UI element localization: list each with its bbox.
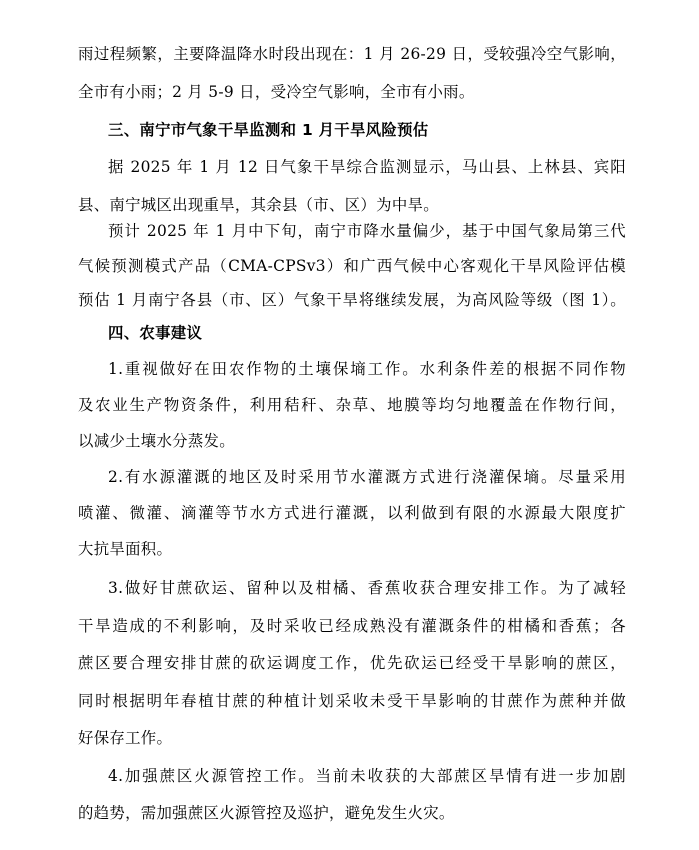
paragraph-line: 3.做好甘蔗砍运、留种以及柑橘、香蕉收获合理安排工作。为了减轻	[108, 579, 626, 597]
paragraph-line: 蔗区要合理安排甘蔗的砍运调度工作，优先砍运已经受干旱影响的蔗区，	[78, 654, 626, 672]
paragraph-line: 喷灌、微灌、滴灌等节水方式进行灌溉，以利做到有限的水源最大限度扩	[78, 504, 626, 522]
paragraph-line: 干旱造成的不利影响，及时采收已经成熟没有灌溉条件的柑橘和香蕉；各	[78, 617, 626, 635]
paragraph-line: 预计 2025 年 1 月中下旬，南宁市降水量偏少，基于中国气象局第三代	[108, 222, 626, 240]
paragraph-line: 预估 1 月南宁各县（市、区）气象干旱将继续发展，为高风险等级（图 1）。	[78, 291, 626, 309]
paragraph-line: 气候预测模式产品（CMA-CPSv3）和广西气候中心客观化干旱风险评估模	[78, 257, 626, 275]
paragraph-line: 同时根据明年春植甘蔗的种植计划采收未受干旱影响的甘蔗作为蔗种并做	[78, 692, 626, 710]
paragraph-line: 1.重视做好在田农作物的土壤保墒工作。水利条件差的根据不同作物	[108, 360, 626, 378]
paragraph-line: 好保存工作。	[78, 729, 173, 747]
paragraph-line: 全市有小雨；2 月 5-9 日，受冷空气影响，全市有小雨。	[78, 83, 475, 101]
paragraph-line: 及农业生产物资条件，利用秸秆、杂草、地膜等均匀地覆盖在作物行间，	[78, 396, 626, 414]
paragraph-line: 4.加强蔗区火源管控工作。当前未收获的大部蔗区旱情有进一步加剧	[108, 767, 626, 785]
section-heading-3: 三、南宁市气象干旱监测和 1 月干旱风险预估	[108, 121, 429, 139]
paragraph-line: 雨过程频繁，主要降温降水时段出现在：1 月 26-29 日，受较强冷空气影响，	[78, 45, 626, 63]
paragraph-line: 大抗旱面积。	[78, 540, 173, 558]
paragraph-line: 的趋势，需加强蔗区火源管控及巡护，避免发生火灾。	[78, 804, 455, 822]
paragraph-line: 据 2025 年 1 月 12 日气象干旱综合监测显示，马山县、上林县、宾阳	[108, 158, 626, 176]
paragraph-line: 2.有水源灌溉的地区及时采用节水灌溉方式进行浇灌保墒。尽量采用	[108, 468, 626, 486]
paragraph-line: 县、南宁城区出现重旱，其余县（市、区）为中旱。	[78, 196, 439, 214]
section-heading-4: 四、农事建议	[108, 324, 203, 342]
paragraph-line: 以减少土壤水分蒸发。	[78, 432, 235, 450]
